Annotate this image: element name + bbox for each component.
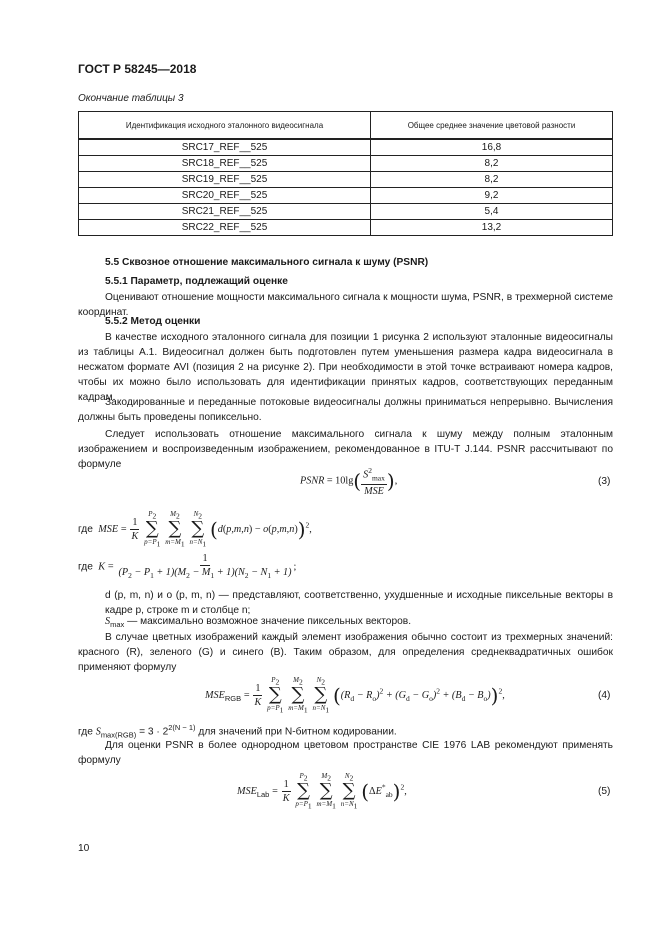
equation-mse-lab: $MSE_{Lab}$ = $\frac{1}{K}$ P2 ∑ p=P1 M2 ∑ m=M1 N2 ∑ n=N1 $(\Delta E^*_{ab})^2$, [237, 772, 407, 811]
table-cell: SRC21_REF__525 [79, 204, 371, 220]
table-caption: Окончание таблицы 3 [78, 93, 184, 104]
table-row [79, 172, 613, 188]
paragraph: Для оценки PSNR в более однородном цветовом пространстве CIE 1976 LAB рекомендуют применять формулу [78, 740, 613, 766]
paragraph: В качестве исходного эталонного сигнала для позиции 1 рисунка 2 используют эталонные видеосигналы из таблицы А.1. Видеосигнал должен быть подготовлен путем уменьшения размера кадра видеосигнала в несжатом формате AVI (позиция 2 на рисунке 2). При необходимости в этой точке встраивают номера кадров, чтобы их можно было использовать для идентификации принятых кадров, соответствующих переданным кадрам. [78, 332, 613, 403]
table-cell: 9,2 [371, 188, 613, 204]
equation-mse-rgb: $MSE_{RGB}$ = $\frac{1}{K}$ P2 ∑ p=P1 M2 ∑ m=M1 N2 ∑ n=N1 $((R_d - R_o)^2 + (G_d - G_o)^2 + (B_d - B_o))^2$, [205, 676, 505, 715]
document-header: ГОСТ Р 58245—2018 [78, 62, 197, 76]
section-heading-5-5: 5.5 Сквозное отношение максимального сигнала к шуму (PSNR) [105, 257, 429, 268]
table-cell: 5,4 [371, 204, 613, 220]
table-row [79, 156, 613, 172]
where-label: где [78, 524, 93, 536]
table-row [79, 204, 613, 220]
table-header-source: Идентификация исходного эталонного видеосигнала [79, 112, 371, 140]
definition-smax: $S_{max}$ — максимально возможное значение пиксельных векторов. [105, 616, 412, 630]
color-difference-table [78, 111, 613, 236]
table-cell: 16,8 [371, 139, 613, 156]
table-cell: 8,2 [371, 172, 613, 188]
smax-rgb-definition: где $S_{max(RGB)} = 3 \cdot 2^{2(N - 1)}$ для значений при N-битном кодировании. [78, 723, 397, 740]
table-row [79, 220, 613, 236]
table-header-value: Общее среднее значение цветовой разности [371, 112, 613, 140]
table-row [79, 188, 613, 204]
equation-k: где K = $\frac{1}{(P_2 - P_1 + 1)(M_2 - M_1 + 1)(N_2 - N_1 + 1)}$ ; [78, 553, 297, 581]
paragraph: Оценивают отношение мощности максимального сигнала к мощности шума, PSNR, в трехмерной системе координат. [78, 292, 613, 318]
table-cell: SRC18_REF__525 [79, 156, 371, 172]
where-label: где [78, 561, 93, 573]
page-number: 10 [78, 843, 90, 854]
section-heading-5-5-2: 5.5.2 Метод оценки [105, 316, 201, 327]
paragraph: Закодированные и переданные потоковые видеосигналы должны приниматься непрерывно. Вычисления должны быть проведены попиксельно. [78, 397, 613, 423]
table-cell: 8,2 [371, 156, 613, 172]
definition-smax-text: — максимально возможное значение пиксельных векторов. [127, 616, 412, 627]
equation-number: (3) [598, 476, 611, 487]
table-row [79, 139, 613, 156]
where-label: где [78, 726, 93, 738]
definition-d-o: d (p, m, n) и o (p, m, n) — представляют, соответственно, ухудшенные и исходные пиксельные векторы в кадре p, строке m и столбце n; [105, 590, 613, 616]
paragraph: Следует использовать отношение максимального сигнала к шуму между полным эталонным изображением и воспроизведенным изображением, рекомендованное в ITU-T J.144. PSNR рассчитывают по формуле [78, 429, 613, 470]
table-cell: 13,2 [371, 220, 613, 236]
equation-number: (4) [598, 690, 611, 701]
table-cell: SRC17_REF__525 [79, 139, 371, 156]
table-cell: SRC22_REF__525 [79, 220, 371, 236]
paragraph: В случае цветных изображений каждый элемент изображения обычно состоит из трехмерных значений: красного (R), зеленого (G) и синего (B). Таким образом, для определения среднеквадратичных ошибок применяют формулу [78, 632, 613, 673]
table-cell: SRC19_REF__525 [79, 172, 371, 188]
equation-number: (5) [598, 786, 611, 797]
section-heading-5-5-1: 5.5.1 Параметр, подлежащий оценке [105, 276, 288, 287]
table-cell: SRC20_REF__525 [79, 188, 371, 204]
equation-psnr: PSNR = 10lg( $\frac{S^2_{max}}{\text{MSE}}$ ), [300, 466, 398, 498]
smax-rgb-text: для значений при N-битном кодировании. [198, 726, 397, 738]
equation-mse: где MSE = $\frac{1}{K}$ P2 ∑ p=P1 M2 ∑ m=M1 N2 ∑ n=N1 $(d(p,m,n) - o(p,m,n))^2$, [78, 510, 312, 549]
